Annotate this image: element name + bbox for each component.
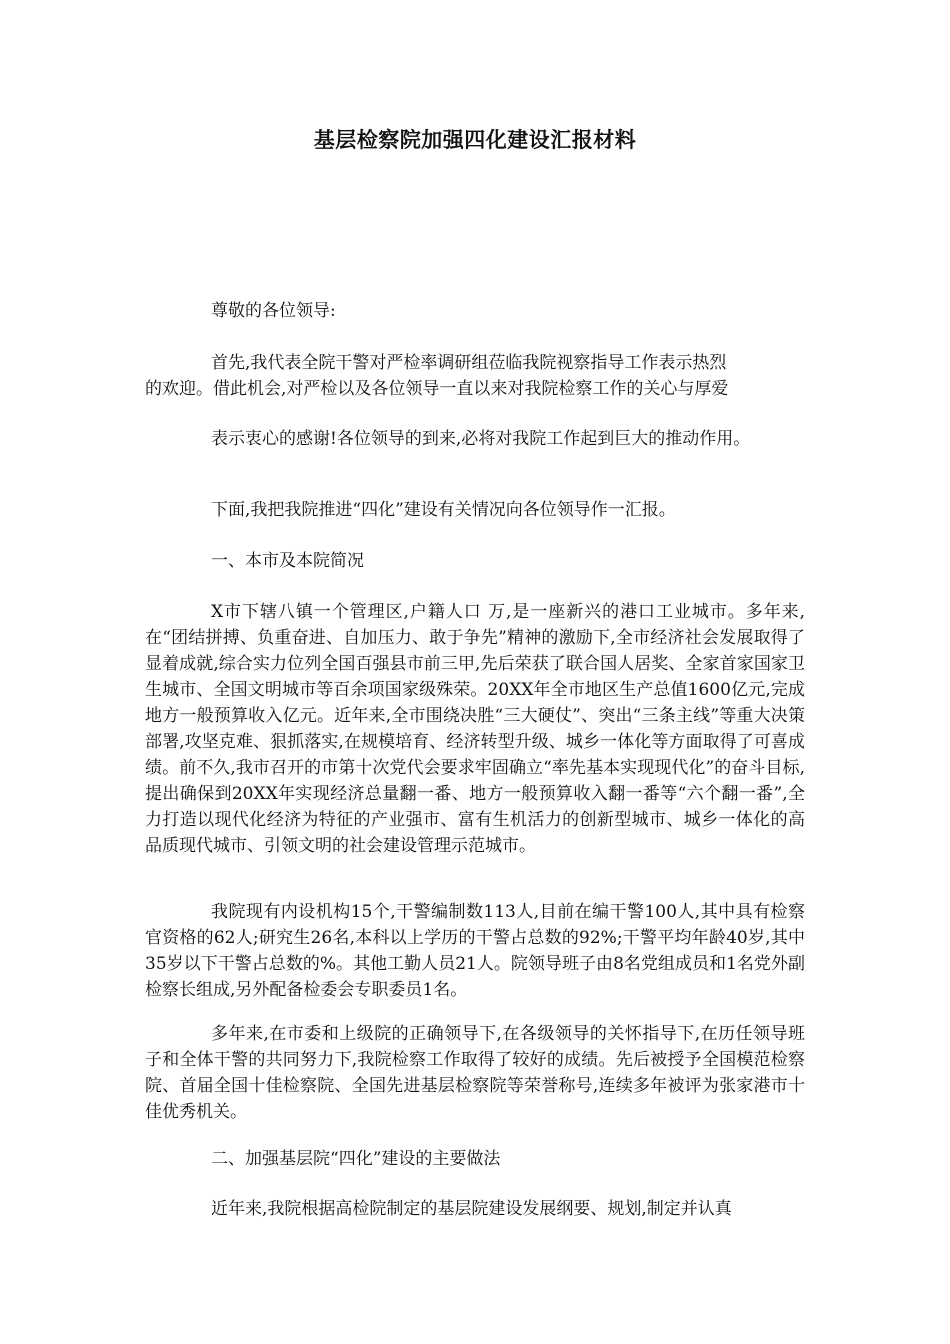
section-heading-2: 二、加强基层院“四化”建设的主要做法 <box>211 1149 501 1169</box>
paragraph-city-overview: X市下辖八镇一个管理区,户籍人口 万,是一座新兴的港口工业城市。多年来,在“团结拼搏、负重奋进、自加压力、敢于争先”精神的激励下,全市经济社会发展取得了显着成就,综合实力位列全国百强县市前三甲,先后荣获了联合国人居奖、全家首家国家卫生城市、全国文明城市等百余项国家级殊荣。20XX年全市地区生产总值1600亿元,完成地方一般预算收入亿元。近年来,全市围绕决胜“三大硬仗”、突出“三条主线”等重大决策部署,攻坚克难、狠抓落实,在规模培育、经济转型升级、城乡一体化等方面取得了可喜成绩。前不久,我市召开的市第十次党代会要求牢固确立“率先基本实现现代化”的奋斗目标,提出确保到20XX年实现经济总量翻一番、地方一般预算收入翻一番等“六个翻一番”,全力打造以现代化经济为特征的产业强市、富有生机活力的创新型城市、城乡一体化的高品质现代城市、引领文明的社会建设管理示范城市。 <box>145 602 805 856</box>
intro-line-1: 首先,我代表全院干警对严检率调研组莅临我院视察指导工作表示热烈 <box>211 353 727 373</box>
document-title: 基层检察院加强四化建设汇报材料 <box>313 127 637 152</box>
salutation: 尊敬的各位领导: <box>211 301 336 321</box>
report-line: 下面,我把我院推进“四化”建设有关情况向各位领导作一汇报。 <box>211 500 676 520</box>
intro-line-3: 表示衷心的感谢!各位领导的到来,必将对我院工作起到巨大的推动作用。 <box>211 429 751 449</box>
paragraph-last-line: 近年来,我院根据高检院制定的基层院建设发展纲要、规划,制定并认真 <box>211 1199 732 1219</box>
intro-line-2: 的欢迎。借此机会,对严检以及各位领导一直以来对我院检察工作的关心与厚爱 <box>145 379 729 399</box>
paragraph-honors: 多年来,在市委和上级院的正确领导下,在各级领导的关怀指导下,在历任领导班子和全体干警的共同努力下,我院检察工作取得了较好的成绩。先后被授予全国模范检察院、首届全国十佳检察院、全国先进基层检察院等荣誉称号,连续多年被评为张家港市十佳优秀机关。 <box>145 1024 805 1122</box>
section-heading-1: 一、本市及本院简况 <box>211 551 364 571</box>
paragraph-staff: 我院现有内设机构15个,干警编制数113人,目前在编干警100人,其中具有检察官资格的62人;研究生26名,本科以上学历的干警占总数的92%;干警平均年龄40岁,其中35岁以下干警占总数的%。其他工勤人员21人。院领导班子由8名党组成员和1名党外副检察长组成,另外配备检委会专职委员1名。 <box>145 902 805 1000</box>
